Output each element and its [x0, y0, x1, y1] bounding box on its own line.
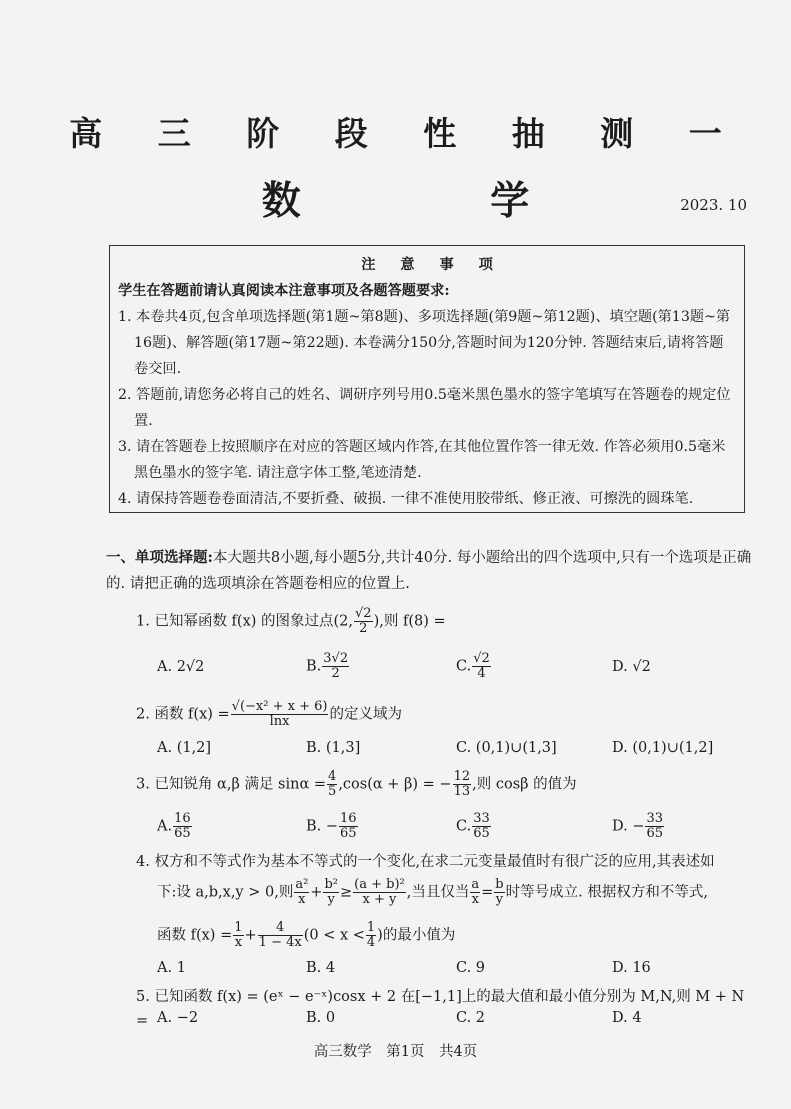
notice-item-3: 3. 请在答题卷上按照顺序在对应的答题区域内作答,在其他位置作答一律无效. 作答必须用0.5毫米黑色墨水的签字笔. 请注意字体工整,笔迹清楚. [118, 439, 726, 481]
section-label: 一、单项选择题: [106, 549, 213, 566]
question-4-line-3: 函数 f(x) = $\frac{1}{x}$ + $\frac{4}{1 - 4x}$ (0 < x < $\frac{1}{4}$ )的最小值为 [157, 920, 456, 950]
notice-box [109, 245, 745, 513]
q2-option-c: C. (0,1)∪(1,3] [456, 740, 557, 756]
q1-option-c: C. $\frac{√2}{4}$ [456, 651, 490, 681]
q3-option-a: A. $\frac{16}{65}$ [157, 811, 191, 841]
q1-option-a: A. 2√2 [157, 659, 205, 675]
question-3-stem: 3. 已知锐角 α,β 满足 sinα = $\frac{4}{5}$ ,cos(α + β) = − $\frac{12}{13}$ ,则 cosβ 的值为 [136, 769, 577, 799]
q1-stem-a: 1. 已知幂函数 f(x) 的图象过点(2, [136, 613, 354, 630]
question-4-line-2: 下:设 a,b,x,y > 0,则 $\frac{\text{a²}}{x}$ + $\frac{\text{b²}}{y}$ ≥ $\frac{\text{(a + b)²}}{x + y}$ ,当且仅当 $\frac{a}{x}$ = $\frac{b}{y}$ 时等号成立. 根据权方和不等式, [157, 877, 708, 907]
q3-option-b: B. − $\frac{16}{65}$ [306, 811, 357, 841]
q4-option-c: C. 9 [456, 960, 486, 976]
q4-option-a: A. 1 [157, 960, 186, 976]
q2-stem-b: 的定义域为 [329, 706, 402, 723]
page-footer: 高三数学 第1页 共4页 [313, 1044, 478, 1060]
notice-intro: 学生在答题前请认真阅读本注意事项及各题答题要求: [118, 283, 450, 299]
q5-option-c: C. 2 [456, 1010, 486, 1026]
question-5-stem: 5. 已知函数 f(x) = (eˣ − e⁻ˣ)cosx + 2 在[−1,1]上的最大值和最小值分别为 M,N,则 M + N = [136, 989, 745, 1029]
q4-option-b: B. 4 [306, 960, 336, 976]
notice-item-2: 2. 答题前,请您务必将自己的姓名、调研序列号用0.5毫米黑色墨水的签字笔填写在答题卷的规定位置. [118, 387, 731, 429]
question-4-line-1: 4. 权方和不等式作为基本不等式的一个变化,在求二元变量最值时有很广泛的应用,其表述如 [136, 854, 715, 870]
q2-stem-a: 2. 函数 f(x) = [136, 706, 230, 723]
q2-option-a: A. (1,2] [157, 740, 212, 756]
question-2-stem [136, 700, 756, 729]
subject-title: 数 学 [261, 178, 618, 224]
notice-item-1: 1. 本卷共4页,包含单项选择题(第1题~第8题)、多项选择题(第9题~第12题)、填空题(第13题~第16题)、解答题(第17题~第22题). 本卷满分150分,答题时间为120分钟. 答题结束后,请将答题卷交回. [118, 309, 731, 377]
notice-item-4: 4. 请保持答题卷卷面清洁,不要折叠、破损. 一律不准使用胶带纸、修正液、可擦洗的圆珠笔. [118, 491, 694, 507]
q5-option-d: D. 4 [612, 1010, 642, 1026]
q2-frac: $\frac{\text{√(−x² + x + 6)}}{\ln x}$ [231, 699, 328, 729]
q1-option-b: B. $\frac{3√2}{2}$ [306, 651, 349, 681]
q3-option-c: C. $\frac{33}{65}$ [456, 811, 490, 841]
exam-date: 2023. 10 [680, 196, 747, 214]
section-text: 本大题共8小题,每小题5分,共计40分. 每小题给出的四个选项中,只有一个选项是正确的. 请把正确的选项填涂在答题卷相应的位置上. [106, 550, 752, 592]
q2-option-b: B. (1,3] [306, 740, 361, 756]
q4-option-d: D. 16 [612, 960, 651, 976]
notice-heading: 注 意 事 项 [361, 257, 503, 273]
question-1-stem [136, 607, 756, 636]
section-header [106, 545, 756, 597]
q3-option-d: D. − $\frac{33}{65}$ [612, 811, 664, 841]
q1-option-d: D. √2 [612, 659, 651, 675]
q2-option-d: D. (0,1)∪(1,2] [612, 740, 714, 756]
q1-frac: $\frac{√2}{2}$ [355, 606, 372, 636]
q5-option-b: B. 0 [306, 1010, 336, 1026]
q5-option-a: A. −2 [157, 1010, 199, 1026]
q1-stem-b: ),则 f(8) = [373, 613, 446, 630]
exam-title: 高 三 阶 段 性 抽 测 一 [69, 114, 744, 153]
